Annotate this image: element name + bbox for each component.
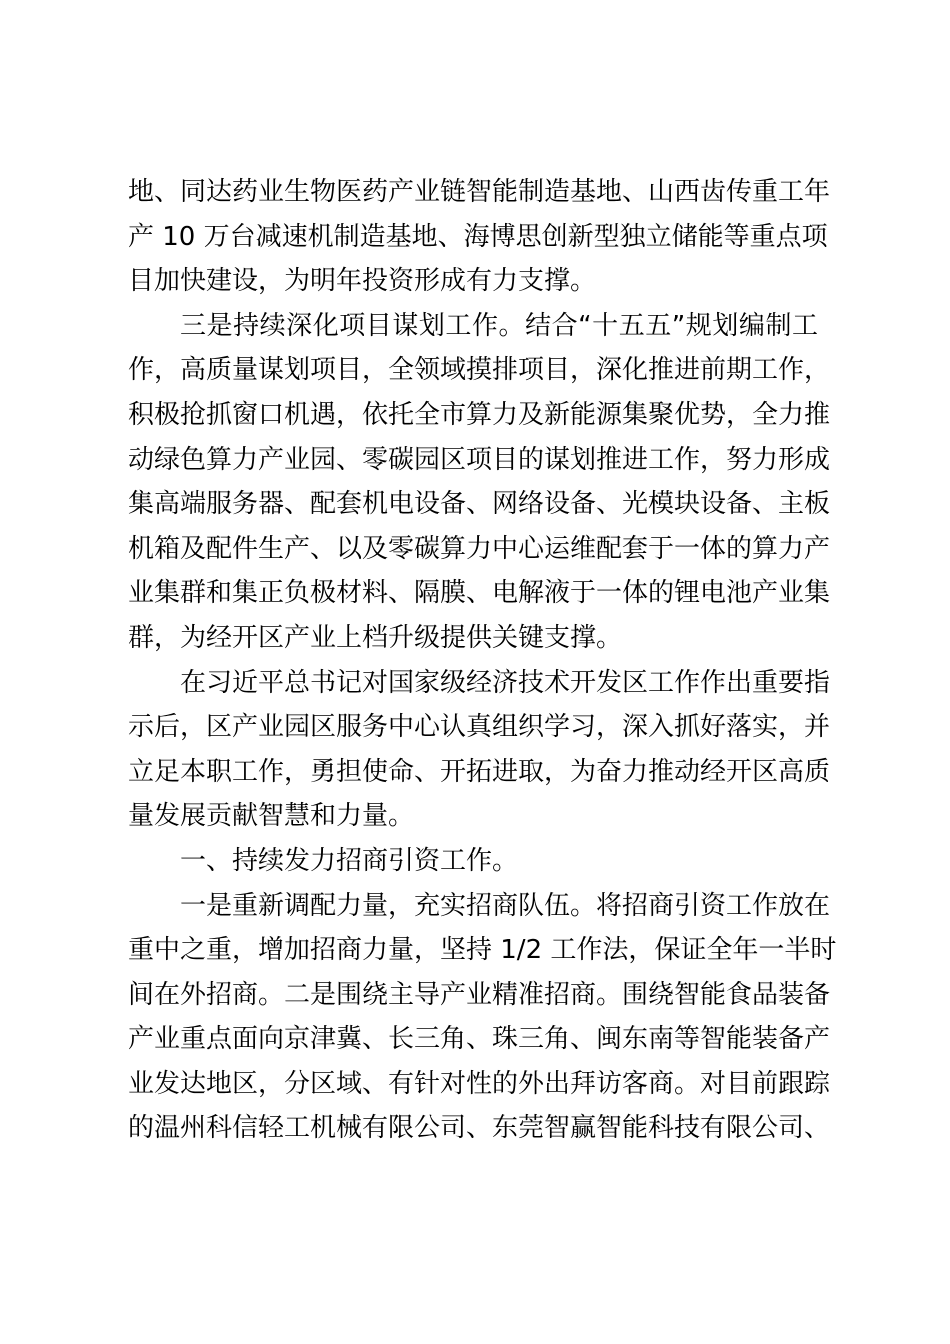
text-line: 量发展贡献智慧和力量。 xyxy=(128,801,415,832)
text-line: 的温州科信轻工机械有限公司、东莞智赢智能科技有限公司、 xyxy=(128,1113,831,1144)
paragraph xyxy=(128,661,831,839)
text-line: 三是持续深化项目谋划工作。结合“十五五”规划编制工 xyxy=(180,310,818,341)
text-line: 业发达地区，分区域、有针对性的外出拜访客商。对目前跟踪 xyxy=(128,1068,831,1099)
text-line: 业集群和集正负极材料、隔膜、电解液于一体的锂电池产业集 xyxy=(128,578,831,609)
text-line: 示后，区产业园区服务中心认真组织学习，深入抓好落实，并 xyxy=(128,712,831,743)
text-line: 集高端服务器、配套机电设备、网络设备、光模块设备、主板 xyxy=(128,489,831,520)
text-line: 地、同达药业生物医药产业链智能制造基地、山西齿传重工年 xyxy=(128,177,831,207)
paragraph xyxy=(128,839,818,884)
paragraph xyxy=(128,170,831,304)
text-line: 积极抢抓窗口机遇，依托全市算力及新能源集聚优势，全力推 xyxy=(128,399,831,430)
text-line: 间在外招商。二是围绕主导产业精准招商。围绕智能食品装备 xyxy=(128,979,831,1010)
document-body xyxy=(128,170,837,1151)
text-line: 产 10 万台减速机制造基地、海博思创新型独立储能等重点项 xyxy=(128,221,828,252)
text-line: 动绿色算力产业园、零碳园区项目的谋划推进工作，努力形成 xyxy=(128,444,831,475)
paragraph xyxy=(128,304,831,661)
text-line: 重中之重，增加招商力量，坚持 1/2 工作法，保证全年一半时 xyxy=(128,935,837,966)
text-line: 产业重点面向京津冀、长三角、珠三角、闽东南等智能装备产 xyxy=(128,1024,831,1055)
text-line: 一、持续发力招商引资工作。 xyxy=(180,845,519,876)
text-line: 一是重新调配力量，充实招商队伍。将招商引资工作放在 xyxy=(180,890,831,921)
paragraph xyxy=(128,884,837,1152)
text-line: 立足本职工作，勇担使命、开拓进取，为奋力推动经开区高质 xyxy=(128,756,831,787)
text-line: 群，为经开区产业上档升级提供关键支撑。 xyxy=(128,622,623,653)
text-line: 作，高质量谋划项目，全领域摸排项目，深化推进前期工作， xyxy=(128,355,831,386)
text-line: 在习近平总书记对国家级经济技术开发区工作作出重要指 xyxy=(180,667,831,698)
text-line: 机箱及配件生产、以及零碳算力中心运维配套于一体的算力产 xyxy=(128,533,831,564)
text-line: 目加快建设，为明年投资形成有力支撑。 xyxy=(128,266,597,297)
